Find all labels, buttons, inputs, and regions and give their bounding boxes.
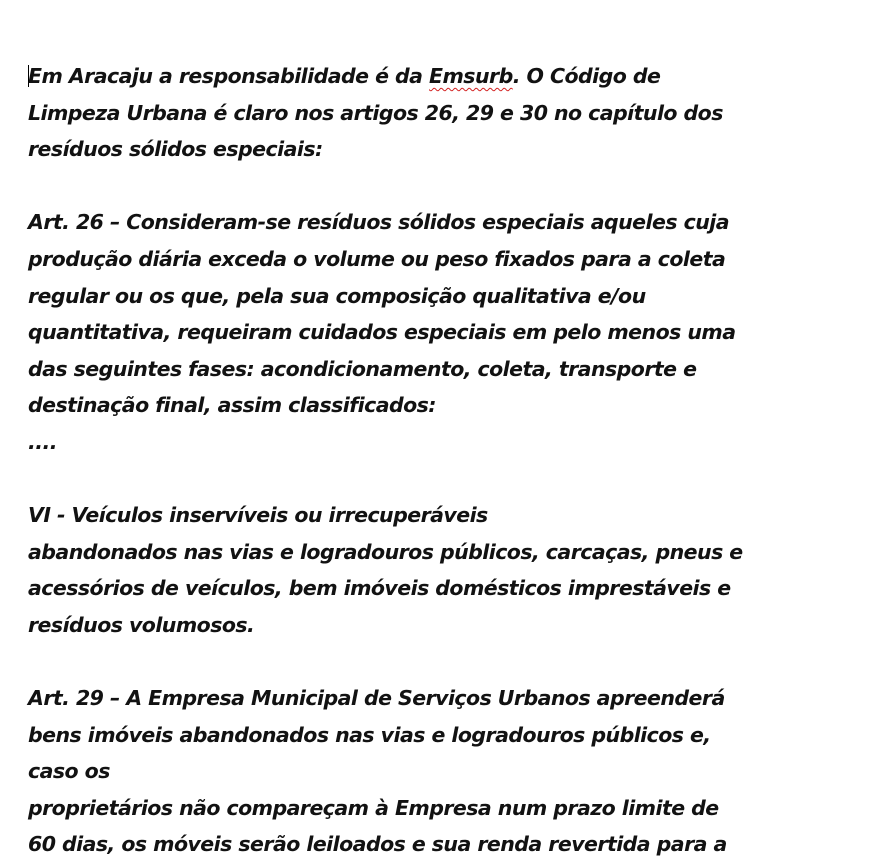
text-line: Art. 26 – Consideram-se resíduos sólidos especiais aqueles cuja (28, 210, 729, 235)
paragraph-art-26 (28, 204, 858, 460)
text-line: quantitativa, requeiram cuidados especiais em pelo menos uma (28, 320, 736, 345)
text-line: proprietários não compareçam à Empresa num prazo limite de (28, 795, 719, 820)
text-line: resíduos volumosos. (28, 612, 255, 637)
paragraph-intro (28, 58, 858, 168)
ellipsis-line: .... (28, 429, 57, 454)
text-line (28, 58, 858, 95)
text-line: Art. 29 – A Empresa Municipal de Serviços Urbanos apreenderá (28, 686, 725, 711)
document-body[interactable] (28, 58, 858, 863)
blank-line (28, 644, 858, 681)
text-line: VI - Veículos inservíveis ou irrecuperáveis (28, 503, 488, 528)
text-line: abandonados nas vias e logradouros públicos, carcaças, pneus e (28, 539, 743, 564)
paragraph-item-vi (28, 497, 858, 643)
text-line: Limpeza Urbana é claro nos artigos 26, 29 e 30 no capítulo dos (28, 100, 723, 125)
text-line: 60 dias, os móveis serão leiloados e sua renda revertida para a (28, 832, 727, 857)
text-line: regular ou os que, pela sua composição qualitativa e/ou (28, 283, 646, 308)
blank-line (28, 168, 858, 205)
misspelled-word[interactable]: Emsurb (429, 64, 513, 88)
paragraph-art-29 (28, 680, 858, 863)
text-line: destinação final, assim classificados: (28, 393, 436, 418)
text-line: caso os (28, 759, 110, 784)
text-line: produção diária exceda o volume ou peso fixados para a coleta (28, 246, 726, 271)
text-line: resíduos sólidos especiais: (28, 137, 323, 162)
text-line: acessórios de veículos, bem imóveis domésticos imprestáveis e (28, 576, 731, 601)
text-segment: . O Código de (512, 64, 661, 88)
text-line: bens imóveis abandonados nas vias e logradouros públicos e, (28, 722, 711, 747)
text-line: das seguintes fases: acondicionamento, coleta, transporte e (28, 356, 697, 381)
text-segment: Em Aracaju a responsabilidade é da (28, 64, 430, 88)
blank-line (28, 461, 858, 498)
